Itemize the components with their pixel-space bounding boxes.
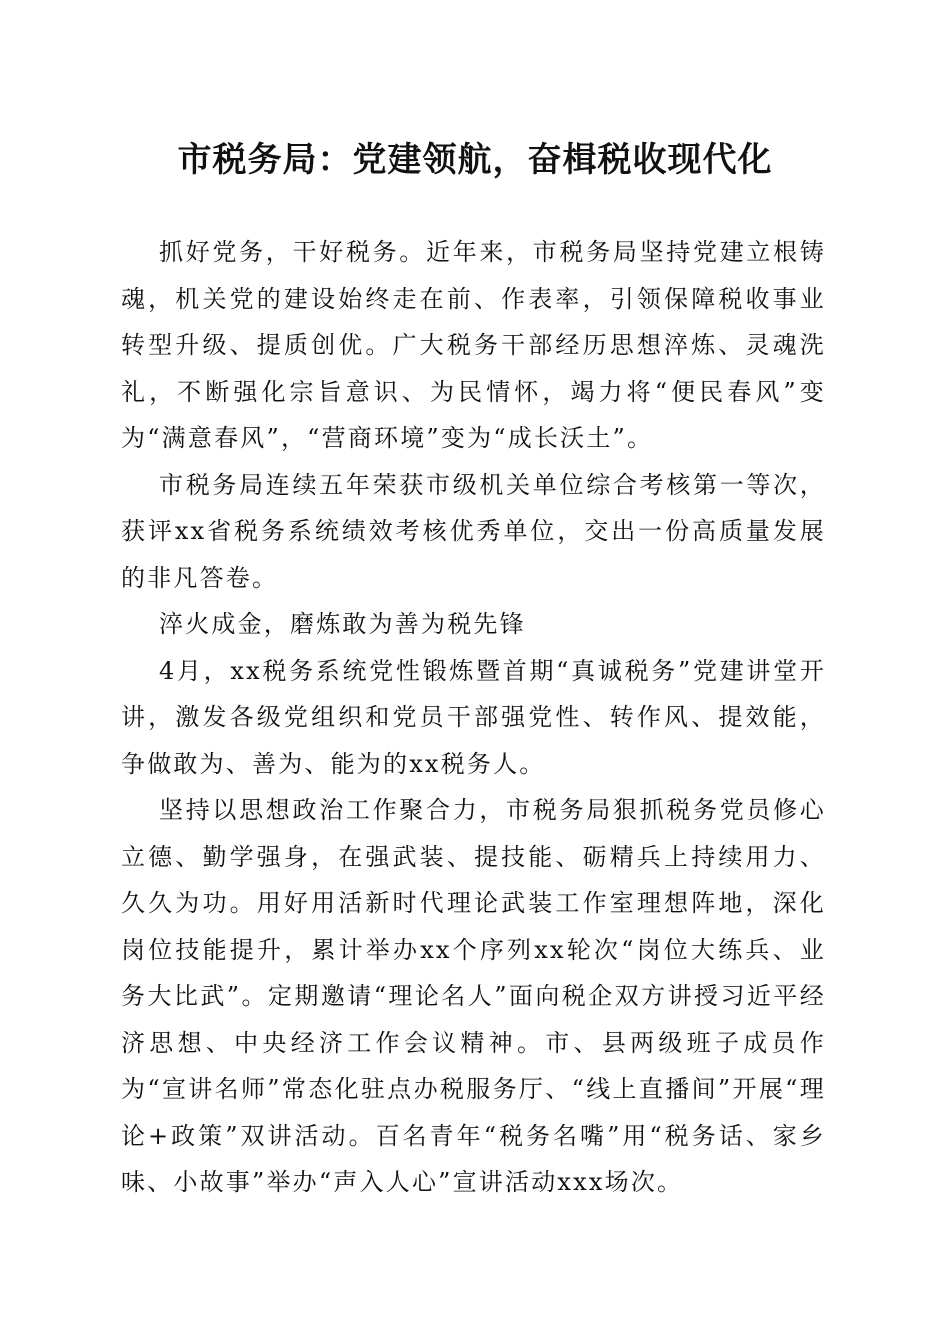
paragraph-honors: 市税务局连续五年荣获市级机关单位综合考核第一等次，获评xx省税务系统绩效考核优秀单位，交出一份高质量发展的非凡答卷。 bbox=[121, 470, 826, 592]
paragraph-ideology: 坚持以思想政治工作聚合力，市税务局狠抓税务党员修心立德、勤学强身，在强武装、提技能、砺精兵上持续用力、久久为功。用好用活新时代理论武装工作室理想阵地，深化岗位技能提升，累计举办xx个序列xx轮次“岗位大练兵、业务大比武”。定期邀请“理论名人”面向税企双方讲授习近平经济思想、中央经济工作会议精神。市、县两级班子成员作为“宣讲名师”常态化驻点办税服务厅、“线上直播间”开展“理论+政策”双讲活动。百名青年“税务名嘴”用“税务话、家乡味、小故事”举办“声入人心”宣讲活动xxx场次。 bbox=[121, 796, 826, 1196]
paragraph-april: 4月，xx税务系统党性锻炼暨首期“真诚税务”党建讲堂开讲，激发各级党组织和党员干部强党性、转作风、提效能，争做敢为、善为、能为的xx税务人。 bbox=[121, 656, 826, 778]
document-body bbox=[121, 229, 826, 1206]
section-heading: 淬火成金，磨炼敢为善为税先锋 bbox=[159, 610, 526, 638]
paragraph-intro: 抓好党务，干好税务。近年来，市税务局坚持党建立根铸魂，机关党的建设始终走在前、作表率，引领保障税收事业转型升级、提质创优。广大税务干部经历思想淬炼、灵魂洗礼，不断强化宗旨意识、为民情怀，竭力将“便民春风”变为“满意春风”，“营商环境”变为“成长沃土”。 bbox=[121, 238, 826, 452]
document-title: 市税务局：党建领航，奋楫税收现代化 bbox=[177, 140, 773, 180]
